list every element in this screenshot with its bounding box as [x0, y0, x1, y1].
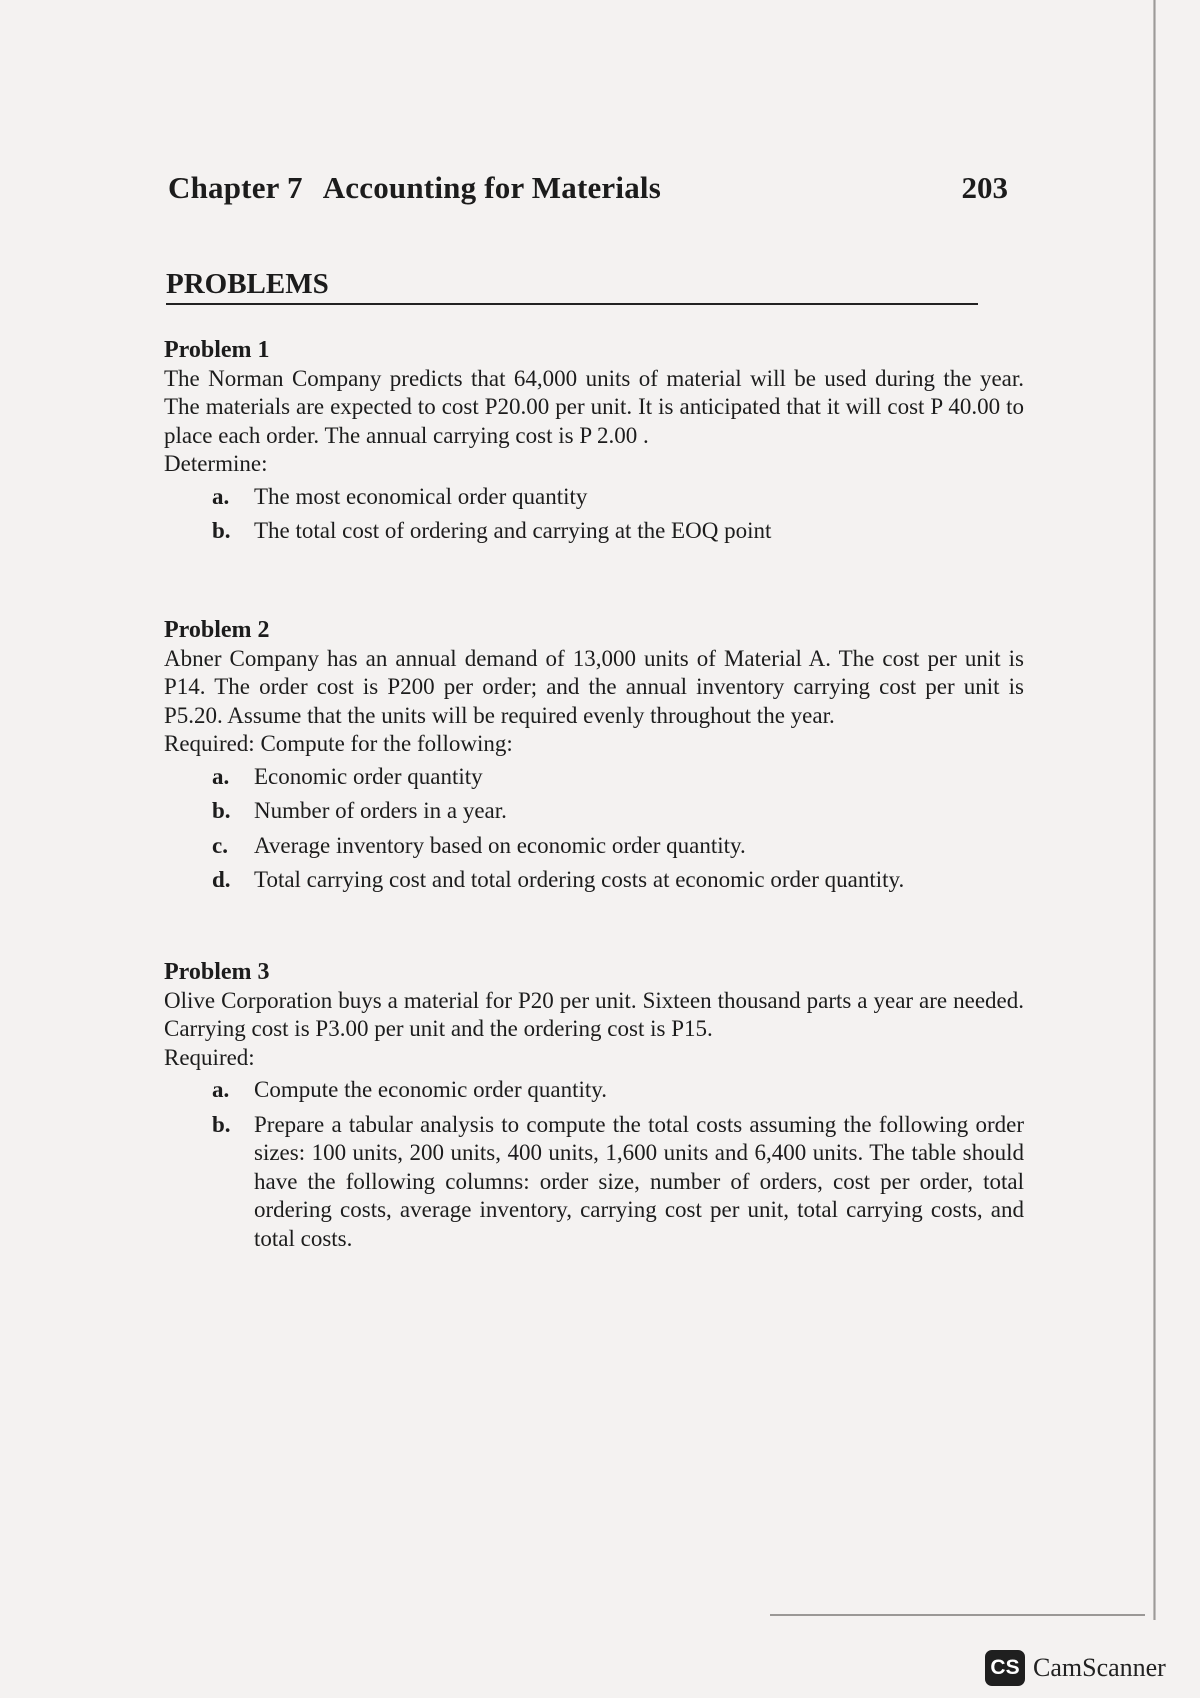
item-marker: a.: [212, 763, 230, 789]
problem-3: [164, 958, 1024, 1259]
problem-title: Problem 2: [164, 617, 270, 643]
item-marker: b.: [212, 1111, 231, 1137]
item-marker: b.: [212, 518, 231, 543]
chapter-title: Accounting for Materials: [322, 170, 661, 205]
section-title: PROBLEMS: [166, 268, 978, 305]
list-item: [164, 517, 1024, 546]
page-number: 203: [961, 170, 1008, 205]
problem-items: [164, 763, 1024, 895]
item-marker: a.: [212, 1077, 230, 1102]
page-bottom-edge: [770, 1614, 1145, 1616]
list-item: [164, 832, 1024, 861]
item-text: The total cost of ordering and carrying at the EOQ point: [254, 518, 772, 543]
page-edge: [1153, 0, 1156, 1620]
item-text: The most economical order quantity: [254, 483, 588, 509]
item-marker: b.: [212, 798, 231, 823]
problem-1: [164, 336, 1024, 552]
problem-prompt: Required:: [164, 1044, 255, 1070]
camscanner-name: CamScanner: [1033, 1653, 1166, 1682]
item-marker: a.: [212, 483, 230, 509]
item-marker: c.: [212, 832, 228, 858]
list-item: [164, 763, 1024, 792]
problem-title: Problem 3: [164, 959, 270, 985]
camscanner-watermark: [985, 1650, 1166, 1686]
list-item: [164, 797, 1024, 826]
item-text: Number of orders in a year.: [254, 798, 507, 823]
problem-text: Olive Corporation buys a material for P20 per unit. Sixteen thousand parts a year are needed. Carrying cost is P3.00 per unit and the ordering cost is P15.: [164, 987, 1024, 1041]
chapter-label: Chapter 7: [168, 170, 303, 205]
list-item: [164, 1076, 1024, 1105]
chapter-heading: [168, 170, 661, 206]
list-item: [164, 866, 1024, 895]
page-header: [168, 170, 1008, 206]
problem-2: [164, 616, 1024, 901]
item-text: Compute the economic order quantity.: [254, 1077, 607, 1102]
problem-items: [164, 483, 1024, 546]
list-item: [164, 483, 1024, 512]
problem-text: The Norman Company predicts that 64,000 units of material will be used during the year. The materials are expected to cost P20.00 per unit. It is anticipated that it will cost P 40.00 to place each order. The annual carrying cost is P 2.00 .: [164, 365, 1024, 448]
item-text: Prepare a tabular analysis to compute the total costs assuming the following order sizes: 100 units, 200 units, 400 units, 1,600 units and 6,400 units. The table should have the following columns: order size, number of orders, cost per order, total ordering costs, average inventory, carrying cost per unit, total carrying costs, and total costs.: [254, 1111, 1024, 1251]
problem-text: Abner Company has an annual demand of 13,000 units of Material A. The cost per unit is P14. The order cost is P200 per order; and the annual inventory carrying cost per unit is P5.20. Assume that the units will be required evenly throughout the year.: [164, 645, 1024, 728]
problem-items: [164, 1076, 1024, 1253]
problem-title: Problem 1: [164, 337, 270, 363]
problem-prompt: Determine:: [164, 451, 268, 476]
item-text: Average inventory based on economic order quantity.: [254, 832, 746, 858]
camscanner-logo-icon: CS: [985, 1650, 1025, 1686]
item-text: Total carrying cost and total ordering costs at economic order quantity.: [254, 867, 905, 892]
item-marker: d.: [212, 867, 231, 892]
list-item: [164, 1111, 1024, 1254]
item-text: Economic order quantity: [254, 763, 483, 789]
problem-prompt: Required: Compute for the following:: [164, 731, 513, 756]
